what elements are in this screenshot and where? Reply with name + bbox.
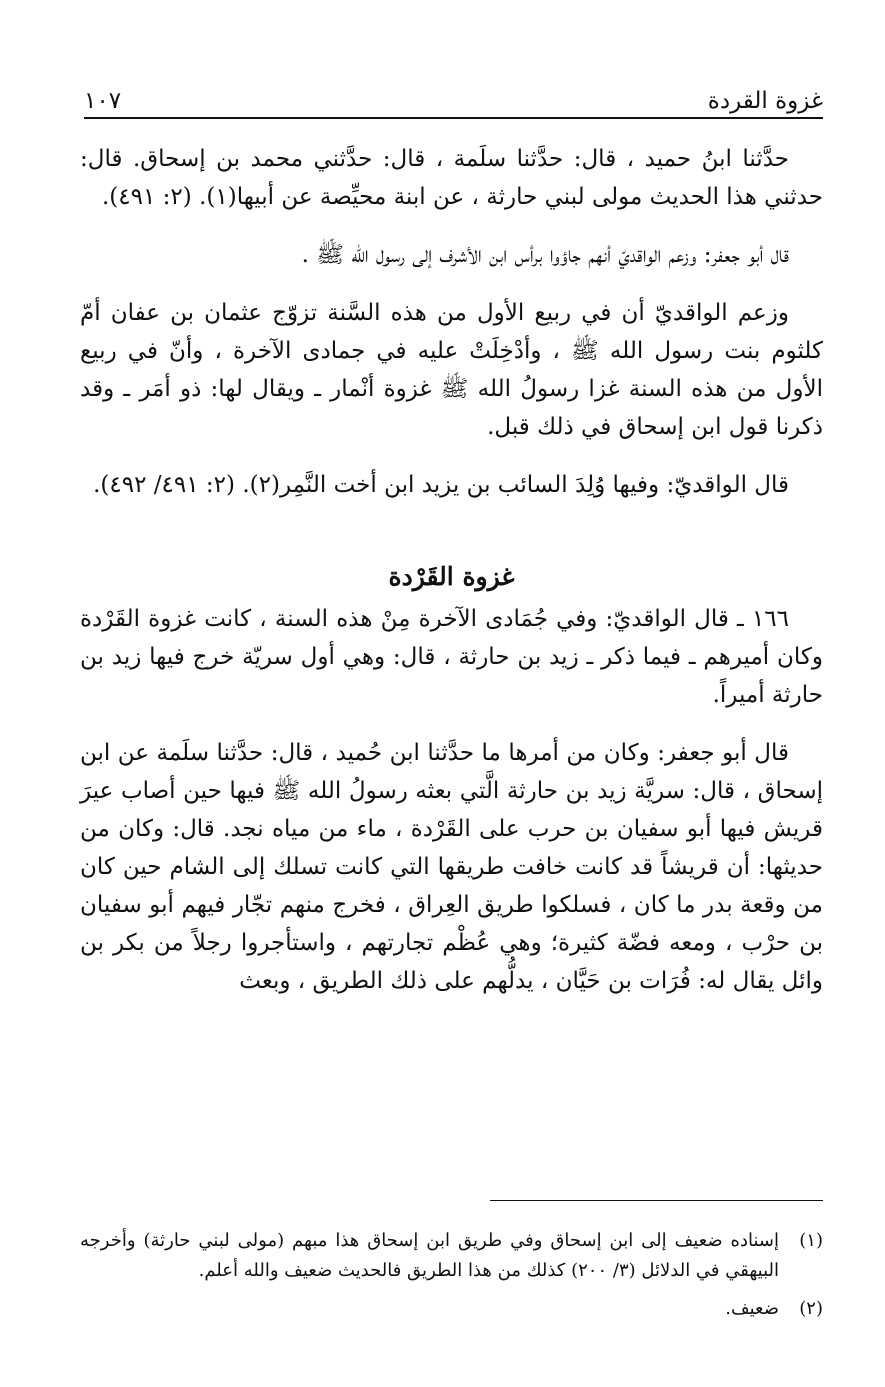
footnote-rule [490, 1200, 823, 1201]
paragraph: قال أبو جعفر: وزعم الواقديّ أنهم جاؤوا برأس ابن الأشرف إلى رسول الله ﷺ . [301, 242, 789, 268]
footnotes [80, 1226, 823, 1332]
running-title: غزوة القردة [707, 88, 823, 114]
paragraph: حدَّثنا ابنُ حميد ، قال: حدَّثنا سلَمة ، قال: حدَّثني محمد بن إسحاق. قال: حدثني هذا الحديث مولى لبني حارثة ، عن ابنة محيِّصة عن أبيها(١). (٢: ٤٩١). [80, 146, 823, 210]
paragraph: وزعم الواقديّ أن في ربيع الأول من هذه السَّنة تزوّج عثمان بن عفان أمّ كلثوم بنت رسول الله ﷺ ، وأدْخِلَتْ عليه في جمادى الآخرة ، وأنّ في ربيع الأول من هذه السنة غزا رسولُ الله ﷺ غزوة أنْمار ـ ويقال لها: ذو أمَر ـ وقد ذكرنا قول ابن إسحاق في ذلك قبل. [80, 300, 823, 440]
footnote-text: ضعيف. [725, 1298, 779, 1319]
section-title: غزوة القَرْدة [388, 562, 515, 591]
footnote-number: (١) [799, 1230, 823, 1251]
footnote-item [80, 1294, 823, 1324]
page-header [84, 74, 823, 114]
footnote-item [80, 1226, 823, 1286]
header-rule [84, 117, 823, 119]
page-number: ١٠٧ [84, 88, 122, 114]
footnote-number: (٢) [799, 1298, 823, 1319]
main-text [80, 140, 823, 1020]
footnote-text: إسناده ضعيف إلى ابن إسحاق وفي طريق ابن إسحاق هذا مبهم (مولى لبني حارثة) وأخرجه البيهقي في الدلائل (٣/ ٢٠٠) كذلك من هذا الطريق فالحديث ضعيف والله أعلم. [80, 1230, 779, 1281]
paragraph: ١٦٦ ـ قال الواقديّ: وفي جُمَادى الآخرة مِنْ هذه السنة ، كانت غزوة القَرْدة وكان أميرهم ـ فيما ذكر ـ زيد بن حارثة ، قال: وهي أول سريّة خرج فيها زيد بن حارثة أميراً. [80, 606, 823, 708]
paragraph: قال أبو جعفر: وكان من أمرها ما حدَّثنا ابن حُميد ، قال: حدَّثنا سلَمة عن ابن إسحاق ، قال: سريَّة زيد بن حارثة الَّتي بعثه رسولُ الله ﷺ فيها حين أصاب عيرَ قريش فيها أبو سفيان بن حرب على القَرْدة ، ماء من مياه نجد. قال: وكان من حديثها: أن قريشاً قد كانت خافت طريقها التي كانت تسلك إلى الشام حين كان من وقعة بدر ما كان ، فسلكوا طريق العِراق ، فخرج منهم تجّار فيهم أبو سفيان بن حرْب ، ومعه فضّة كثيرة؛ وهي عُظْم تجارتهم ، واستأجروا رجلاً من بكر بن وائل يقال له: فُرَات بن حَيَّان ، يدلُّهم على ذلك الطريق ، وبعث [80, 740, 823, 994]
paragraph: قال الواقديّ: وفيها وُلِدَ السائب بن يزيد ابن أخت النَّمِر(٢). (٢: ٤٩١/ ٤٩٢). [93, 472, 789, 498]
